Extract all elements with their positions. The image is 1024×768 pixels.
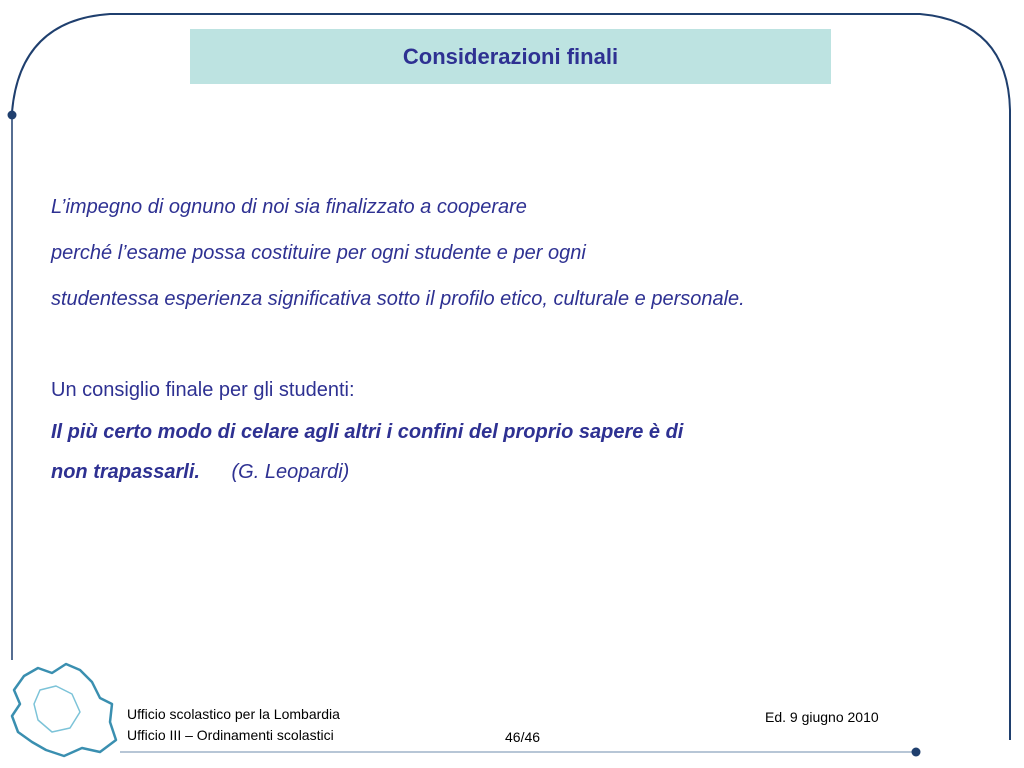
- quote-line-2-row: [51, 461, 349, 484]
- frame-dot-left: [8, 111, 17, 120]
- lombardia-map-logo: [12, 664, 116, 756]
- quote-line-1: Il più certo modo di celare agli altri i confini del proprio sapere è di: [51, 421, 684, 443]
- paragraph-line-2: perché l’esame possa costituire per ogni studente e per ogni: [51, 242, 586, 264]
- frame-dot-bottom-right: [912, 748, 921, 757]
- title-banner: [190, 29, 831, 84]
- advice-intro: Un consiglio finale per gli studenti:: [51, 379, 355, 401]
- paragraph-line-3: studentessa esperienza significativa sotto il profilo etico, culturale e personale.: [51, 288, 745, 310]
- footer-office-line-1: Ufficio scolastico per la Lombardia: [127, 706, 340, 722]
- lombardia-map-inner: [34, 686, 80, 732]
- slide-title: Considerazioni finali: [402, 43, 619, 69]
- frame-border: [12, 14, 1010, 740]
- paragraph-line-1: L’impegno di ognuno di noi sia finalizzato a cooperare: [51, 196, 527, 218]
- quote-attribution: (G. Leopardi): [231, 461, 350, 483]
- footer-edition-date: Ed. 9 giugno 2010: [765, 709, 879, 725]
- quote-line-2: non trapassarli.: [51, 461, 200, 483]
- footer-office-line-2: Ufficio III – Ordinamenti scolastici: [127, 727, 334, 743]
- footer-page-number: 46/46: [505, 729, 541, 745]
